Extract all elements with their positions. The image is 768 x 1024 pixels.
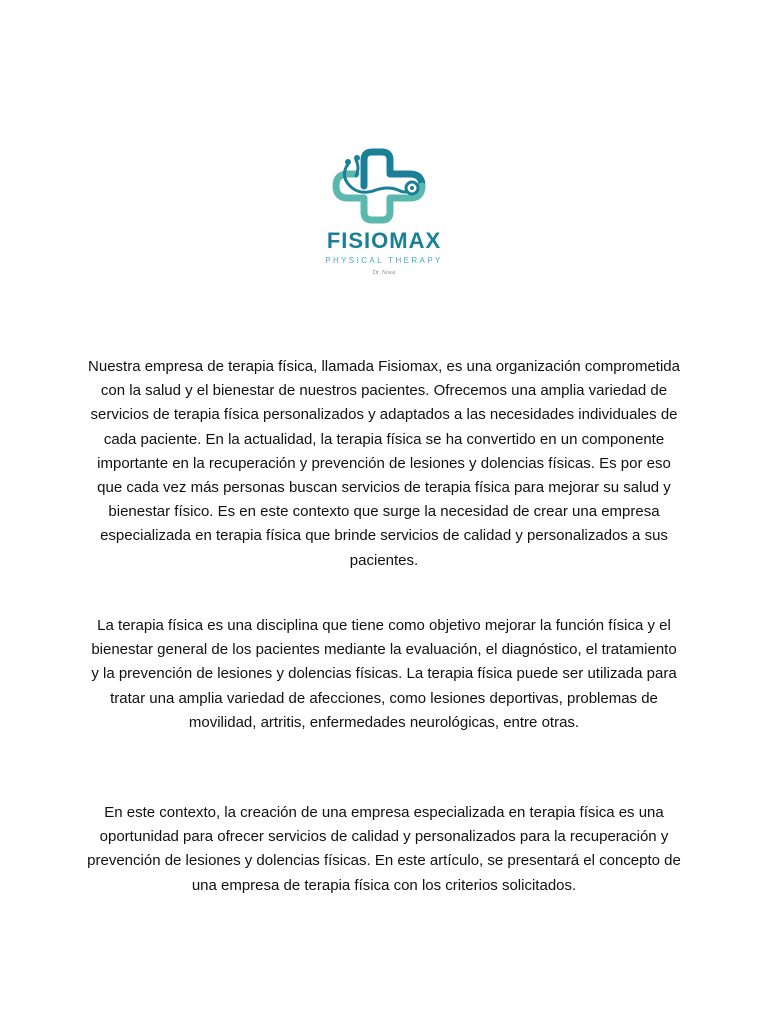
brand-tagline: PHYSICAL THERAPY [325, 256, 443, 265]
brand-credit: Dr. Nossi [372, 270, 396, 276]
context-paragraph: En este contexto, la creación de una empresa especializada en terapia física es una oportunidad para ofrecer servicios de calidad y personalizados para la recuperación y prevención de lesiones y dolencias físicas. En este artículo, se presentará el concepto de una empresa de terapia física con los criterios solicitados. [87, 804, 681, 894]
stethoscope-cross-icon [326, 146, 432, 226]
fisiomax-logo [284, 146, 484, 286]
brand-name: FISIOMAX [326, 228, 442, 253]
definition-paragraph: La terapia física es una disciplina que tiene como objetivo mejorar la función física y el bienestar general de los pacientes mediante la evaluación, el diagnóstico, el tratamiento y la prevención de lesiones y dolencias físicas. La terapia física puede ser utilizada para tratar una amplia variedad de afecciones, como lesiones deportivas, problemas de movilidad, artritis, enfermedades neurológicas, entre otras. [91, 617, 677, 731]
intro-paragraph: Nuestra empresa de terapia física, llamada Fisiomax, es una organización comprometida con la salud y el bienestar de nuestros pacientes. Ofrecemos una amplia variedad de servicios de terapia física personalizados y adaptados a las necesidades individuales de cada paciente. En la actualidad, la terapia física se ha convertido en un componente importante en la recuperación y prevención de lesiones y dolencias físicas. Es por eso que cada vez más personas buscan servicios de terapia física para mejorar su salud y bienestar físico. Es en este contexto que surge la necesidad de crear una empresa especializada en terapia física que brinde servicios de calidad y personalizados a sus pacientes. [88, 358, 680, 569]
